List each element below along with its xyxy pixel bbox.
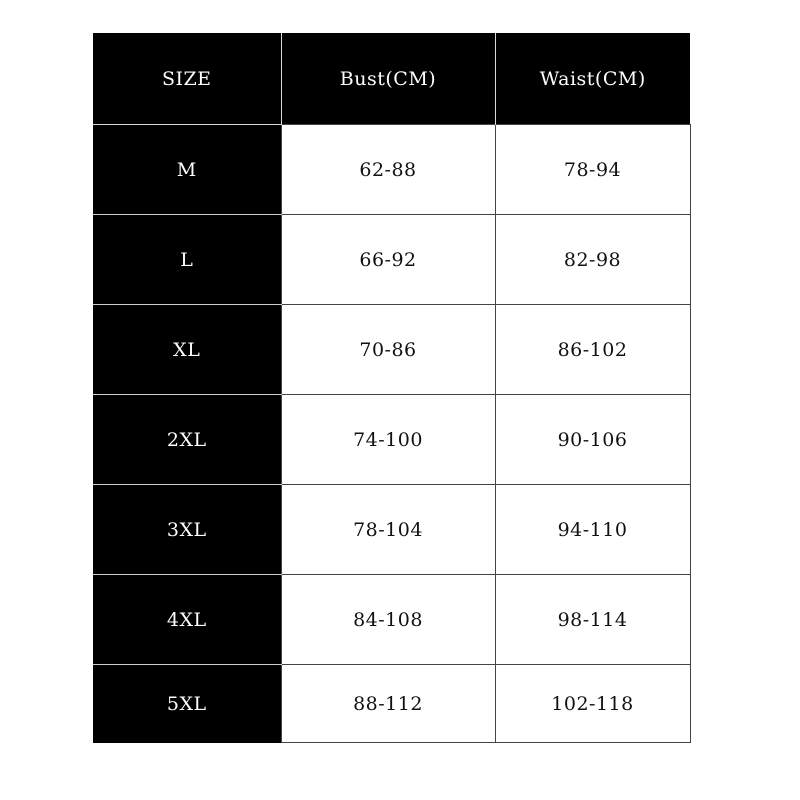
size-cell: 4XL — [93, 575, 281, 665]
size-cell: 2XL — [93, 395, 281, 485]
size-cell: XL — [93, 305, 281, 395]
size-cell: 5XL — [93, 665, 281, 743]
bust-cell: 66-92 — [281, 215, 495, 305]
table-row — [93, 485, 690, 575]
table-row — [93, 215, 690, 305]
waist-cell: 94-110 — [495, 485, 690, 575]
waist-cell: 82-98 — [495, 215, 690, 305]
waist-cell: 78-94 — [495, 125, 690, 215]
table-row — [93, 305, 690, 395]
header-waist: Waist(CM) — [495, 33, 690, 125]
waist-cell: 90-106 — [495, 395, 690, 485]
waist-cell: 98-114 — [495, 575, 690, 665]
header-size: SIZE — [93, 33, 281, 125]
table-header — [93, 33, 690, 125]
table-row — [93, 575, 690, 665]
bust-cell: 88-112 — [281, 665, 495, 743]
table-body — [93, 125, 690, 743]
table-row — [93, 665, 690, 743]
bust-cell: 70-86 — [281, 305, 495, 395]
header-bust: Bust(CM) — [281, 33, 495, 125]
size-chart-table — [93, 33, 691, 743]
table-row — [93, 125, 690, 215]
bust-cell: 74-100 — [281, 395, 495, 485]
bust-cell: 62-88 — [281, 125, 495, 215]
size-cell: M — [93, 125, 281, 215]
size-cell: 3XL — [93, 485, 281, 575]
waist-cell: 102-118 — [495, 665, 690, 743]
bust-cell: 78-104 — [281, 485, 495, 575]
size-cell: L — [93, 215, 281, 305]
bust-cell: 84-108 — [281, 575, 495, 665]
table-row — [93, 395, 690, 485]
waist-cell: 86-102 — [495, 305, 690, 395]
header-row — [93, 33, 690, 125]
